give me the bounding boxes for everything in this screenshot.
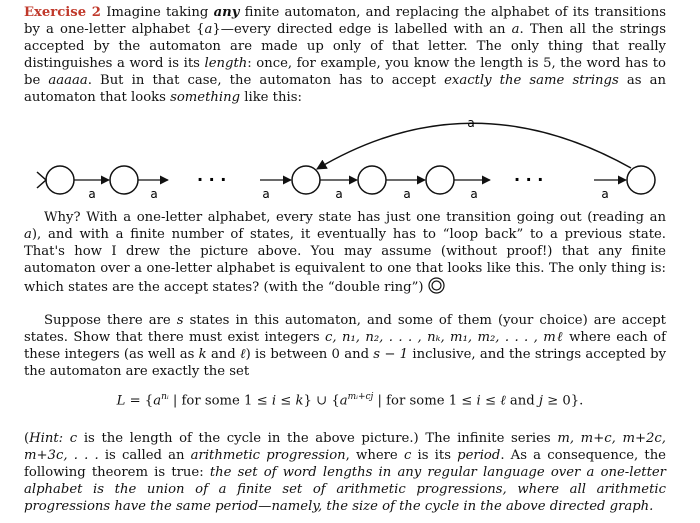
text: : once, for example, you know the length is 5, the word has to be [24, 56, 666, 88]
text: }—every directed edge is labelled with an [212, 22, 512, 37]
text: ) is between 0 and [245, 347, 374, 362]
math-l: ℓ [240, 347, 246, 362]
text: . As a consequence, the following theorem is true: [24, 448, 666, 480]
edge-label: a [403, 187, 411, 201]
math-a: a [153, 393, 162, 409]
math-i: i [271, 393, 277, 409]
text: ≤ [480, 393, 501, 409]
text: . Then all the strings accepted by the automaton are made up only of that letter. The only thing that really distinguishes a word is its [24, 22, 666, 71]
text: } ∪ { [303, 393, 340, 409]
state-1 [46, 166, 74, 194]
state-last [627, 166, 655, 194]
math-s: s [176, 313, 184, 328]
edge-label: a [150, 187, 158, 201]
state-2 [110, 166, 138, 194]
math-i: i [476, 393, 481, 409]
why-paragraph [24, 209, 666, 296]
text: like this: [240, 90, 302, 105]
text: and [505, 393, 539, 409]
math-L: L [116, 393, 126, 409]
text: , where [345, 448, 404, 463]
text: is called an [98, 448, 191, 463]
math-exp: nᵢ [161, 392, 169, 402]
emph-arith: arithmetic progression [190, 448, 346, 463]
automaton-diagram [0, 108, 700, 208]
set-formula [0, 392, 700, 408]
math-a: a [511, 22, 520, 37]
edge-label: a [601, 187, 609, 201]
loop-label: a [467, 116, 475, 130]
edge-label: a [335, 187, 343, 201]
text: Suppose there are [44, 313, 177, 328]
text: is its [411, 448, 458, 463]
text: | for some 1 ≤ [373, 393, 477, 409]
text: and [206, 347, 241, 362]
math-a: a [339, 393, 348, 409]
double-ring-icon [428, 277, 445, 294]
exercise-label: Exercise 2 [24, 5, 101, 20]
text: = { [125, 393, 154, 409]
edge-label: a [262, 187, 270, 201]
math-c: c [403, 448, 412, 463]
math-l: ℓ [500, 393, 506, 409]
math-c: c [69, 431, 78, 446]
text: as an automaton that looks [24, 73, 666, 105]
hint-label: Hint: [29, 431, 64, 446]
text: ≥ 0}. [542, 393, 584, 409]
text: where each of these integers (as well as [24, 330, 666, 362]
math-integers: c, n₁, n₂, . . . , nₖ, m₁, m₂, . . . , mℓ [325, 330, 564, 345]
state-5 [426, 166, 454, 194]
emph-period: period [457, 448, 501, 463]
ellipsis-2: · · · [514, 170, 544, 189]
exercise-intro [24, 4, 666, 106]
math-j: j [538, 393, 543, 409]
text: is the length of the cycle in the above picture.) The infinite series [77, 431, 558, 446]
text: | for some 1 ≤ [168, 393, 272, 409]
text: Why? With a one-letter alphabet, every state has just one transition going out (reading an [44, 210, 666, 225]
edge-label: a [88, 187, 96, 201]
math-aaaaa: aaaaa [48, 73, 88, 88]
text: ), and with a finite number of states, it eventually has to “loop back” to a previous state. That's how I drew the picture above. You may assume (without proof!) that any finite automaton over a one-letter alphabet is equivalent to one that looks like this. The only thing is: which states are the accept states? (with the “double ring”) [24, 227, 666, 295]
math-exp: mᵢ+cj [347, 392, 374, 402]
emph-exact: exactly the same strings [444, 73, 619, 88]
suppose-paragraph [24, 312, 666, 380]
text: finite automaton, and replacing the alphabet of its transitions by a one-letter alphabet { [24, 5, 667, 37]
math-series: m, m+c, m+2c, m+3c, . . . [24, 431, 666, 463]
text: ≤ [276, 393, 296, 409]
text: Imagine taking [100, 5, 214, 20]
theorem-text: the set of word lengths in any regular language over a one-letter alphabet is the union of a finite set of arithmetic progressions, where all arithmetic progressions have the same period—namely, the size of the cycle in the above directed graph. [24, 465, 666, 514]
math-k: k [198, 347, 207, 362]
math-s-minus-1: s − 1 [373, 347, 409, 362]
emph-any: any [213, 5, 240, 20]
state-loop-start [292, 166, 320, 194]
edge-label: a [470, 187, 478, 201]
text: states in this automaton, and some of them (your choice) are accept states. Show that there must exist integers [24, 313, 666, 345]
text: inclusive, and the strings accepted by the automaton are exactly the set [24, 347, 667, 379]
math-a: a [24, 227, 32, 242]
state-4 [358, 166, 386, 194]
hint-paragraph: (Hint: c is the length of the cycle in the above picture.) The infinite series m, m+c, m+2c, m+3c, . . . is called an arithmetic progression, where c is its period. As a consequence, the following theorem is true: the set of word lengths in any regular language over a one-letter alphabet is the union of a finite set of arithmetic progressions, where all arithmetic progressions have the same period—namely, the size of the cycle in the above directed graph. [24, 431, 666, 514]
text: . But in that case, the automaton has to accept [87, 73, 445, 88]
math-k: k [295, 393, 304, 409]
start-arrow [37, 172, 46, 188]
emph-length: length [204, 56, 248, 71]
ellipsis-1: · · · [197, 170, 227, 189]
loop-back-edge [317, 123, 631, 169]
emph-something: something [170, 90, 241, 105]
math-a: a [204, 22, 213, 37]
